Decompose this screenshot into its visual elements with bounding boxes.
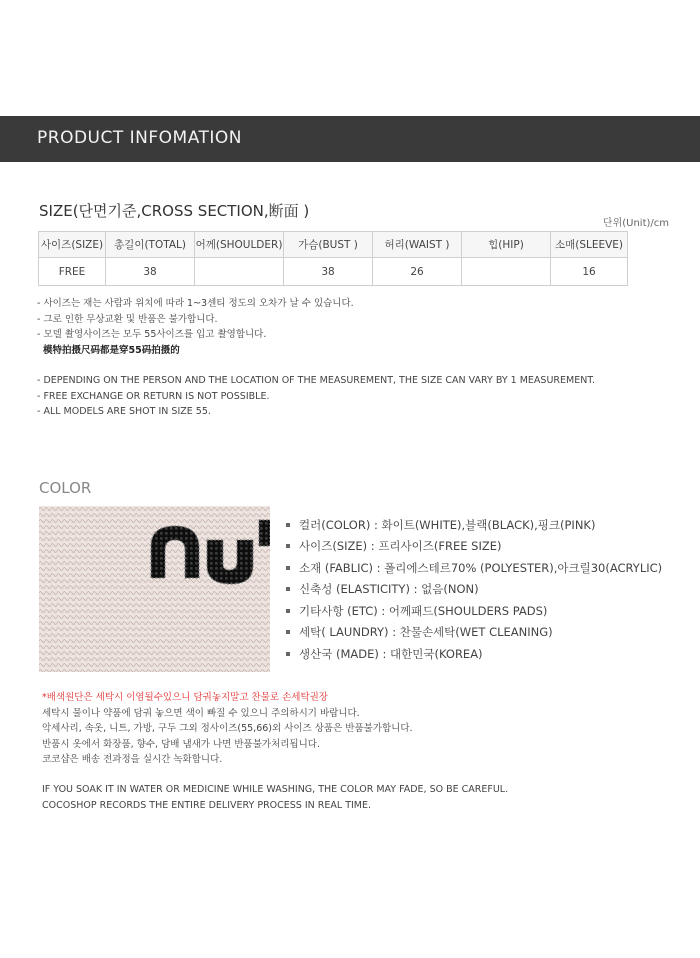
bullet-icon [286,630,290,634]
note-line: - ALL MODELS ARE SHOT IN SIZE 55. [37,406,211,417]
care-line: 코코샵은 배송 전과정을 실시간 녹화합니다. [42,754,223,765]
care-line: IF YOU SOAK IT IN WATER OR MEDICINE WHILE WASHING, THE COLOR MAY FADE, SO BE CAREFUL. [42,784,509,795]
bullet-icon [286,609,290,613]
size-notes-korean [37,296,354,358]
spec-text: 컬러(COLOR) : 화이트(WHITE),블랙(BLACK),핑크(PINK) [299,517,596,532]
spec-text: 기타사항 (ETC) : 어께패드(SHOULDERS PADS) [299,603,548,618]
bullet-icon [286,587,290,591]
spec-text: 신축성 (ELASTICITY) : 없음(NON) [299,582,479,597]
product-spec-list [286,514,662,665]
color-section-title: COLOR [39,479,92,497]
column-header: 가슴(BUST ) [284,232,373,258]
care-notes-korean [42,690,413,768]
size-notes-english [37,373,595,420]
table-cell: FREE [39,258,106,286]
product-detail-photo [39,506,270,672]
table-cell: 16 [551,258,628,286]
note-line-chinese: 模特拍摄尺码都是穿55码拍摄的 [43,344,180,356]
spec-text: 소재 (FABLIC) : 폴리에스테르70% (POLYESTER),아크릴30(ACRYLIC) [299,560,663,575]
note-line: - DEPENDING ON THE PERSON AND THE LOCATION OF THE MEASUREMENT, THE SIZE CAN VARY BY 1 MEASUREMENT. [37,375,596,386]
bullet-icon [286,652,290,656]
care-warning: *배색원단은 세탁시 이염될수있으니 담궈놓지말고 찬물로 손세탁권장 [42,692,328,703]
bullet-icon [286,544,290,548]
bullet-icon [286,523,290,527]
size-section-title: SIZE(단면기준,CROSS SECTION,断面 ) [39,202,310,220]
care-line: 세탁시 물이나 약품에 담궈 놓으면 색이 빠질 수 있으니 주의하시기 바랍니다. [42,707,360,719]
spec-item [286,622,662,644]
knit-fabric-closeup [39,506,270,672]
table-cell [195,258,284,286]
table-cell: 38 [284,258,373,286]
column-header: 허리(WAIST ) [373,232,462,258]
spec-item [286,643,662,665]
spec-text: 생산국 (MADE) : 대한민국(KOREA) [299,646,483,661]
size-table [38,231,628,286]
note-line: - 그로 인한 무상교환 및 반품은 불가합니다. [37,313,218,325]
spec-item [286,536,662,558]
table-cell [462,258,551,286]
column-header: 총길이(TOTAL) [106,232,195,258]
spec-item [286,557,662,579]
spec-text: 사이즈(SIZE) : 프리사이즈(FREE SIZE) [299,539,502,554]
note-line: - 모델 촬영사이즈는 모두 55사이즈를 입고 촬영합니다. [37,329,267,340]
header-title: PRODUCT INFOMATION [37,128,242,148]
care-line: COCOSHOP RECORDS THE ENTIRE DELIVERY PROCESS IN REAL TIME. [42,799,372,811]
table-cell: 38 [106,258,195,286]
note-line: - FREE EXCHANGE OR RETURN IS NOT POSSIBLE. [37,390,270,402]
table-cell: 26 [373,258,462,286]
unit-label: 단위(Unit)/cm [602,218,669,229]
spec-item [286,600,662,622]
column-header: 사이즈(SIZE) [39,232,106,258]
column-header: 힙(HIP) [462,232,551,258]
care-line: 악세사리, 속옷, 니트, 가방, 구두 그외 정사이즈(55,66)외 사이즈 상품은 반품불가합니다. [42,723,413,734]
note-line: - 사이즈는 재는 사람과 위치에 따라 1~3센티 정도의 오차가 날 수 있습니다. [37,298,354,309]
spec-item [286,579,662,601]
bullet-icon [286,566,290,570]
care-notes-english [42,782,508,813]
product-info-header [0,116,700,162]
spec-text: 세탁( LAUNDRY) : 찬물손세탁(WET CLEANING) [299,625,553,640]
column-header: 어께(SHOULDER) [195,232,284,258]
spec-item [286,514,662,536]
table-row [39,258,628,286]
care-line: 반품시 옷에서 화장품, 향수, 담배 냄새가 나면 반품불가처리됩니다. [42,738,320,750]
column-header: 소매(SLEEVE) [551,232,628,258]
size-table-header-row [39,232,628,258]
